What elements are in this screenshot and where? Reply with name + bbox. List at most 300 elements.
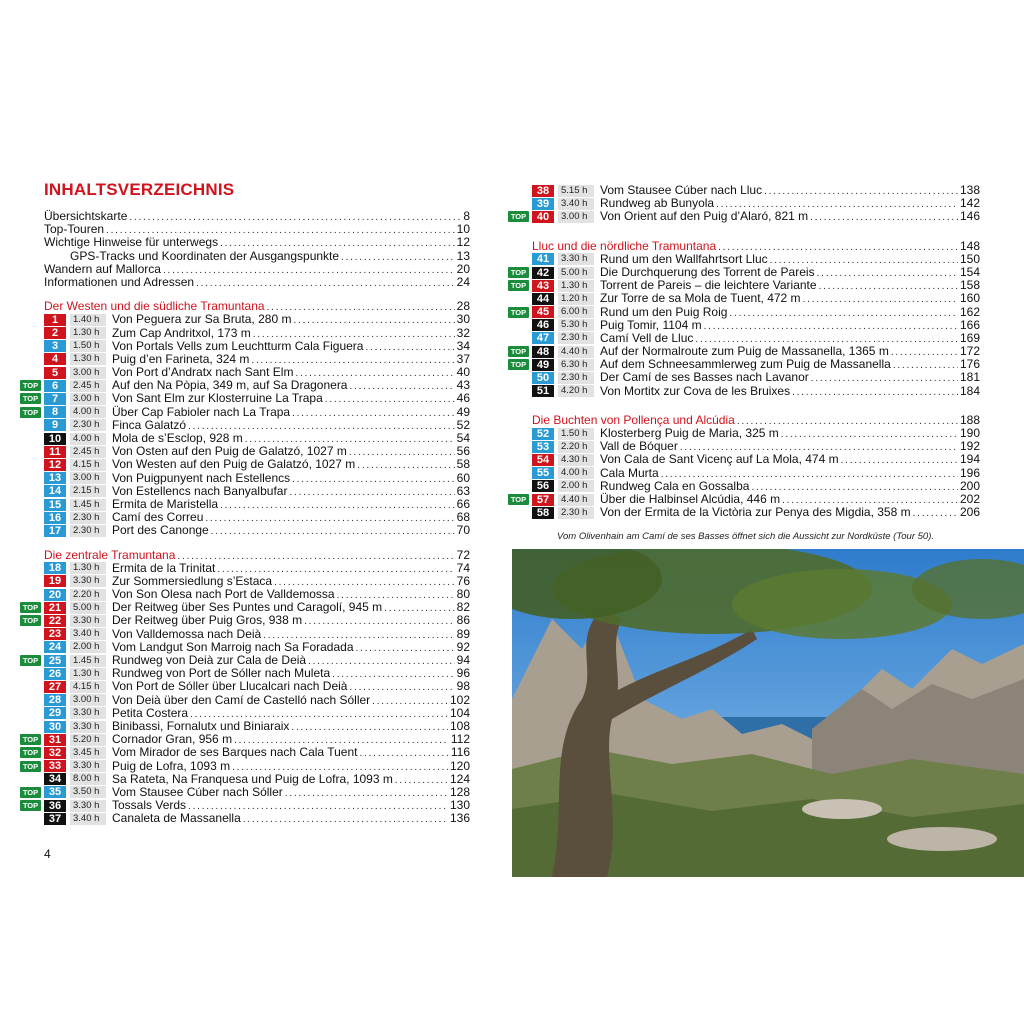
tour-page: 142 (959, 196, 980, 211)
tour-number: 43 (532, 280, 554, 292)
tour-name: Auf dem Schneesammlerweg zum Puig de Massanella (600, 357, 891, 372)
tour-page: 92 (456, 639, 470, 654)
tour-page: 46 (456, 391, 470, 406)
tour-number: 46 (532, 319, 554, 331)
tour-number: 20 (44, 589, 66, 601)
tour-number: 40 (532, 211, 554, 223)
tour-page: 202 (959, 491, 980, 506)
tour-entry (44, 812, 470, 825)
tour-name: Von Port d’Andratx nach Sant Elm (112, 365, 294, 380)
leader-dots (163, 264, 455, 277)
tour-page: 68 (456, 510, 470, 525)
tour-page: 49 (456, 404, 470, 419)
top-badge: TOP (508, 346, 529, 357)
tour-duration: 2.30 h (558, 332, 594, 344)
intro-list (44, 210, 470, 289)
tour-number: 2 (44, 327, 66, 339)
tour-name: Die Durchquerung des Torrent de Pareis (600, 264, 815, 279)
tour-page: 181 (959, 370, 980, 385)
entry-page: 8 (463, 209, 470, 223)
tour-duration: 3.30 h (70, 760, 106, 772)
entry-label: Wandern auf Mallorca (44, 261, 161, 276)
tour-page: 40 (456, 365, 470, 380)
tour-page: 102 (449, 692, 470, 707)
tour-number: 22 (44, 615, 66, 627)
tour-name: Rundweg von Port de Sóller nach Muleta (112, 666, 331, 681)
tour-page: 190 (959, 426, 980, 440)
tour-page: 63 (456, 483, 470, 498)
tour-name: Von Mortitx zur Cova de les Bruixes (600, 383, 791, 398)
tour-page: 82 (456, 600, 470, 615)
top-badge: TOP (20, 393, 41, 404)
entry-label: Übersichtskarte (44, 209, 128, 223)
tour-duration: 1.50 h (558, 428, 594, 440)
tour-duration: 4.30 h (558, 454, 594, 466)
top-badge: TOP (20, 761, 41, 772)
tour-number: 16 (44, 512, 66, 524)
tour-name: Zur Sommersiedlung s’Estaca (112, 573, 273, 588)
tour-number: 34 (44, 773, 66, 785)
tour-number: 23 (44, 628, 66, 640)
tour-number: 24 (44, 641, 66, 653)
tour-name: Von Puigpunyent nach Estellencs (112, 470, 291, 485)
tour-name: Cornador Gran, 956 m (112, 732, 233, 747)
tour-page: 176 (959, 357, 980, 372)
intro-entry (44, 263, 470, 276)
entry-label: Wichtige Hinweise für unterwegs (44, 235, 219, 250)
tour-duration: 6.30 h (558, 359, 594, 371)
tour-number: 51 (532, 385, 554, 397)
tour-page: 206 (959, 505, 980, 520)
tour-entry (510, 209, 980, 224)
tour-name: Von Portals Vells zum Leuchtturm Cala Figuera (112, 338, 364, 353)
tour-page: 43 (456, 378, 470, 393)
tour-page: 130 (449, 798, 470, 813)
tour-duration: 5.20 h (70, 734, 106, 746)
tour-duration: 2.00 h (558, 480, 594, 492)
top-badge: TOP (508, 267, 529, 278)
tour-name: Sa Rateta, Na Franquesa und Puig de Lofra, 1093 m (112, 771, 393, 786)
tour-number: 27 (44, 681, 66, 693)
tour-duration: 3.00 h (558, 211, 594, 223)
right-top-tours (510, 183, 980, 224)
tour-duration: 3.40 h (558, 198, 594, 210)
tour-page: 112 (450, 732, 470, 747)
tour-entry (510, 304, 980, 319)
tour-number: 12 (44, 459, 66, 471)
top-badge: TOP (20, 407, 41, 418)
tour-name: Von Port de Sóller über Llucalcari nach Deià (112, 679, 348, 694)
tour-page: 138 (959, 183, 980, 197)
section-title: Lluc und die nördliche Tramuntana (532, 238, 717, 253)
tour-entry (532, 371, 980, 384)
tour-entry (44, 707, 470, 720)
tour-duration: 1.30 h (70, 327, 106, 339)
tour-name: Von Westen auf den Puig de Galatzó, 1027 m (112, 457, 356, 472)
tour-number: 45 (532, 306, 554, 318)
tour-name: Von Deià über den Camí de Castelló nach Sóller (112, 692, 371, 707)
section-heading (44, 549, 470, 562)
top-badge: TOP (508, 211, 529, 222)
tour-duration: 4.15 h (70, 459, 106, 471)
tour-duration: 2.30 h (70, 512, 106, 524)
entry-page: 24 (456, 274, 470, 289)
tour-page: 184 (959, 383, 980, 398)
tour-number: 15 (44, 499, 66, 511)
tour-number: 17 (44, 525, 66, 537)
tour-duration: 1.45 h (70, 655, 106, 667)
tour-duration: 1.30 h (70, 668, 106, 680)
leader-dots (196, 277, 455, 290)
tour-duration: 1.30 h (70, 353, 106, 365)
tour-duration: 1.45 h (70, 499, 106, 511)
tour-entry (44, 720, 470, 733)
tour-name: Canaleta de Massanella (112, 811, 241, 826)
tour-duration: 5.00 h (558, 267, 594, 279)
tour-duration: 3.00 h (70, 694, 106, 706)
tour-duration: 2.20 h (558, 441, 594, 453)
tour-name: Ermita de Maristella (112, 496, 219, 511)
tour-duration: 2.30 h (70, 419, 106, 431)
tour-page: 54 (456, 431, 470, 445)
right-sections (510, 238, 980, 520)
tour-page: 80 (456, 587, 470, 602)
tour-number: 9 (44, 419, 66, 431)
tour-duration: 3.00 h (70, 472, 106, 484)
tour-number: 42 (532, 267, 554, 279)
tour-duration: 5.15 h (558, 185, 594, 197)
tour-page: 60 (456, 470, 470, 485)
tour-duration: 2.15 h (70, 485, 106, 497)
top-badge: TOP (508, 307, 529, 318)
tour-number: 55 (532, 467, 554, 479)
tour-name: Von Osten auf den Puig de Galatzó, 1027 m (112, 444, 347, 459)
tour-number: 13 (44, 472, 66, 484)
entry-label: Top-Touren (44, 222, 105, 237)
section-title: Die zentrale Tramuntana (44, 547, 176, 562)
tour-name: Der Reitweg über Puig Gros, 938 m (112, 613, 303, 628)
top-badge: TOP (20, 747, 41, 758)
top-badge: TOP (508, 280, 529, 291)
tour-page: 37 (456, 351, 470, 366)
tour-page: 98 (456, 679, 470, 694)
tour-duration: 2.20 h (70, 589, 106, 601)
tour-page: 158 (959, 278, 980, 293)
tour-name: Vom Stausee Cúber nach Lluc (600, 183, 763, 197)
tour-name: Rund um den Puig Roig (600, 304, 728, 319)
tour-duration: 2.45 h (70, 446, 106, 458)
tour-entry (22, 391, 470, 406)
tour-name: Vom Landgut Son Marroig nach Sa Foradada (112, 639, 354, 654)
entry-label: Informationen und Adressen (44, 274, 195, 289)
tour-number: 30 (44, 721, 66, 733)
tour-name: Von Peguera zur Sa Bruta, 280 m (112, 312, 292, 327)
tour-name: Vall de Bóquer (600, 439, 678, 454)
tour-page: 94 (456, 653, 470, 667)
tour-page: 70 (456, 523, 470, 538)
tour-entry (44, 562, 470, 575)
tour-page: 34 (456, 338, 470, 353)
tour-name: Von Valldemossa nach Deià (112, 626, 262, 641)
tour-entry (44, 773, 470, 786)
tour-duration: 1.20 h (558, 293, 594, 305)
tour-entry (532, 253, 980, 266)
tour-page: 162 (959, 304, 980, 319)
tour-page: 58 (456, 457, 470, 472)
tour-page: 89 (456, 626, 470, 641)
tour-duration: 3.30 h (70, 615, 106, 627)
tour-duration: 2.00 h (70, 641, 106, 653)
tour-entry (532, 292, 980, 305)
tour-name: Vom Mirador de ses Barques nach Cala Tuent (112, 745, 358, 760)
tour-name: Auf der Normalroute zum Puig de Massanella, 1365 m (600, 344, 889, 359)
tour-page: 160 (959, 291, 980, 306)
tour-page: 128 (449, 784, 470, 799)
tour-entry (532, 319, 980, 332)
tour-page: 136 (449, 811, 470, 826)
tour-name: Camí Vell de Lluc (600, 330, 694, 345)
tour-name: Port des Canonge (112, 523, 209, 538)
section-page: 28 (456, 299, 470, 314)
tour-page: 154 (959, 264, 980, 279)
tour-page: 172 (959, 344, 980, 359)
tour-page: 52 (456, 417, 470, 432)
tour-page: 120 (449, 758, 470, 773)
top-badge: TOP (20, 734, 41, 745)
tour-name: Puig d’en Farineta, 324 m (112, 351, 250, 366)
tour-name: Zur Torre de sa Mola de Tuent, 472 m (600, 291, 801, 306)
tour-number: 19 (44, 575, 66, 587)
tour-number: 26 (44, 668, 66, 680)
top-badge: TOP (20, 787, 41, 798)
tour-number: 10 (44, 433, 66, 445)
tour-name: Mola de s’Esclop, 928 m (112, 431, 243, 445)
tour-name: Von Estellencs nach Banyalbufar (112, 483, 288, 498)
tour-number: 11 (44, 446, 66, 458)
section-title: Der Westen und die südliche Tramuntana (44, 299, 265, 314)
tour-duration: 4.40 h (558, 346, 594, 358)
tour-name: Der Reitweg über Ses Puntes und Caragolí, 945 m (112, 600, 383, 615)
tour-name: Binibassi, Fornalutx und Biniaraix (112, 718, 290, 733)
intro-entry (44, 236, 470, 249)
tour-number: 5 (44, 367, 66, 379)
tour-name: Von Son Olesa nach Port de Valldemossa (112, 587, 335, 602)
tour-entry (44, 472, 470, 485)
tour-number: 44 (532, 293, 554, 305)
tour-duration: 5.30 h (558, 319, 594, 331)
leader-dots (129, 211, 461, 224)
tour-number: 52 (532, 428, 554, 440)
tour-duration: 4.00 h (70, 433, 106, 445)
tour-duration: 3.00 h (70, 367, 106, 379)
entry-label: GPS-Tracks und Koordinaten der Ausgangspunkte (70, 248, 340, 263)
leader-dots (792, 386, 958, 399)
page-number: 4 (44, 847, 51, 861)
tour-number: 47 (532, 332, 554, 344)
tour-page: 30 (456, 312, 470, 327)
tour-page: 150 (959, 251, 980, 266)
top-badge: TOP (20, 615, 41, 626)
tour-duration: 3.30 h (70, 800, 106, 812)
tour-entry (44, 458, 470, 471)
tour-entry (44, 524, 470, 537)
tour-duration: 5.00 h (70, 602, 106, 614)
tour-entry (44, 694, 470, 707)
tour-name: Tossals Verds (112, 798, 187, 813)
tour-name: Rundweg ab Bunyola (600, 196, 715, 211)
top-badge: TOP (508, 359, 529, 370)
tour-number: 36 (44, 800, 66, 812)
tour-number: 35 (44, 786, 66, 798)
tour-duration: 3.00 h (70, 393, 106, 405)
section-page: 72 (456, 547, 470, 562)
tour-number: 41 (532, 253, 554, 265)
tour-name: Von der Ermita de la Victòria zur Penya des Migdia, 358 m (600, 505, 911, 520)
tour-duration: 2.45 h (70, 380, 106, 392)
tour-entry (532, 385, 980, 398)
tour-entry (22, 404, 470, 419)
tour-entry (44, 419, 470, 432)
tour-entry (44, 340, 470, 353)
tour-entry (532, 506, 980, 519)
tour-number: 6 (44, 380, 66, 392)
tour-page: 32 (456, 325, 470, 340)
top-badge: TOP (20, 655, 41, 666)
tour-name: Rund um den Wallfahrtsort Lluc (600, 251, 768, 266)
tour-name: Cala Murta (600, 465, 659, 480)
tour-number: 50 (532, 372, 554, 384)
tour-page: 96 (456, 666, 470, 681)
tour-page: 104 (449, 705, 470, 720)
tour-number: 21 (44, 602, 66, 614)
tour-page: 108 (449, 718, 470, 733)
tour-number: 49 (532, 359, 554, 371)
tour-entry (44, 327, 470, 340)
top-badge: TOP (508, 494, 529, 505)
tour-name: Über die Halbinsel Alcúdia, 446 m (600, 491, 781, 506)
tour-entry (22, 745, 470, 760)
tour-entry (44, 680, 470, 693)
tour-number: 29 (44, 707, 66, 719)
tour-name: Der Camí de ses Basses nach Lavanor (600, 370, 809, 385)
tour-name: Von Cala de Sant Vicenç auf La Mola, 474 m (600, 452, 839, 467)
toc-title: INHALTSVERZEICHNIS (44, 180, 235, 199)
section-page: 148 (959, 238, 980, 253)
tour-duration: 1.40 h (70, 314, 106, 326)
tour-number: 37 (44, 813, 66, 825)
tour-name: Ermita de la Trinitat (112, 560, 216, 575)
section-page: 188 (959, 412, 980, 427)
top-badge: TOP (20, 380, 41, 391)
tour-name: Von Sant Elm zur Klosterruine La Trapa (112, 391, 323, 406)
tour-number: 48 (532, 346, 554, 358)
tour-entry (532, 480, 980, 493)
tour-entry (22, 758, 470, 773)
tour-number: 56 (532, 480, 554, 492)
tour-entry (44, 498, 470, 511)
tour-duration: 4.15 h (70, 681, 106, 693)
tour-duration: 3.30 h (70, 707, 106, 719)
tour-page: 166 (959, 317, 980, 332)
tour-page: 196 (959, 465, 980, 480)
tour-name: Rundweg Cala en Gossalba (600, 478, 750, 493)
tour-duration: 2.30 h (558, 372, 594, 384)
tour-page: 66 (456, 496, 470, 511)
top-badge: TOP (20, 602, 41, 613)
tour-page: 76 (456, 573, 470, 588)
tour-duration: 6.00 h (558, 306, 594, 318)
top-badge: TOP (20, 800, 41, 811)
tour-duration: 4.00 h (70, 406, 106, 418)
tour-name: Camí des Correu (112, 510, 204, 525)
tour-name: Puig de Lofra, 1093 m (112, 758, 231, 773)
tour-name: Zum Cap Andritxol, 173 m (112, 325, 251, 340)
tour-number: 28 (44, 694, 66, 706)
tour-number: 31 (44, 734, 66, 746)
tour-number: 4 (44, 353, 66, 365)
tour-name: Rundweg von Deià zur Cala de Deià (112, 653, 307, 667)
toc-right-column (510, 183, 980, 520)
tour-number: 54 (532, 454, 554, 466)
section-title: Die Buchten von Pollença und Alcúdia (532, 412, 735, 427)
tour-entry (44, 628, 470, 641)
leader-dots (211, 525, 455, 538)
tour-number: 18 (44, 562, 66, 574)
photo-caption: Vom Olivenhain am Camí de ses Basses öffnet sich die Aussicht zur Nordküste (Tour 50). (557, 531, 934, 542)
tour-duration: 8.00 h (70, 773, 106, 785)
tour-entry (44, 313, 470, 326)
tour-name: Auf den Na Pòpia, 349 m, auf Sa Dragonera (112, 378, 348, 393)
tour-duration: 3.50 h (70, 786, 106, 798)
tour-page: 194 (959, 452, 980, 467)
tour-page: 200 (959, 478, 980, 493)
tour-duration: 3.30 h (558, 253, 594, 265)
tour-name: Torrent de Pareis – die leichtere Variante (600, 278, 817, 293)
tour-page: 86 (456, 613, 470, 628)
tour-entry (44, 511, 470, 524)
tour-duration: 3.45 h (70, 747, 106, 759)
tour-entry (532, 467, 980, 480)
landscape-photo (512, 549, 1024, 877)
tour-number: 38 (532, 185, 554, 197)
left-sections (22, 299, 470, 826)
leader-dots (341, 251, 455, 264)
tour-name: Klosterberg Puig de Maria, 325 m (600, 426, 779, 440)
toc-left-column (22, 180, 470, 826)
entry-page: 13 (456, 248, 470, 263)
tour-number: 39 (532, 198, 554, 210)
tour-page: 124 (449, 771, 470, 786)
tour-entry (532, 453, 980, 466)
tour-page: 56 (456, 444, 470, 459)
intro-entry (44, 250, 470, 263)
tour-entry (44, 485, 470, 498)
tour-number: 32 (44, 747, 66, 759)
tour-entry (22, 613, 470, 628)
tour-name: Petita Costera (112, 705, 189, 720)
tour-duration: 1.30 h (558, 280, 594, 292)
entry-page: 12 (456, 235, 470, 250)
leader-dots (913, 507, 958, 520)
tour-number: 57 (532, 494, 554, 506)
tour-number: 14 (44, 485, 66, 497)
tour-duration: 3.30 h (70, 575, 106, 587)
tour-name: Finca Galatzó (112, 417, 187, 432)
tour-number: 25 (44, 655, 66, 667)
tour-number: 8 (44, 406, 66, 418)
leader-dots (810, 211, 958, 224)
tour-page: 192 (959, 439, 980, 454)
